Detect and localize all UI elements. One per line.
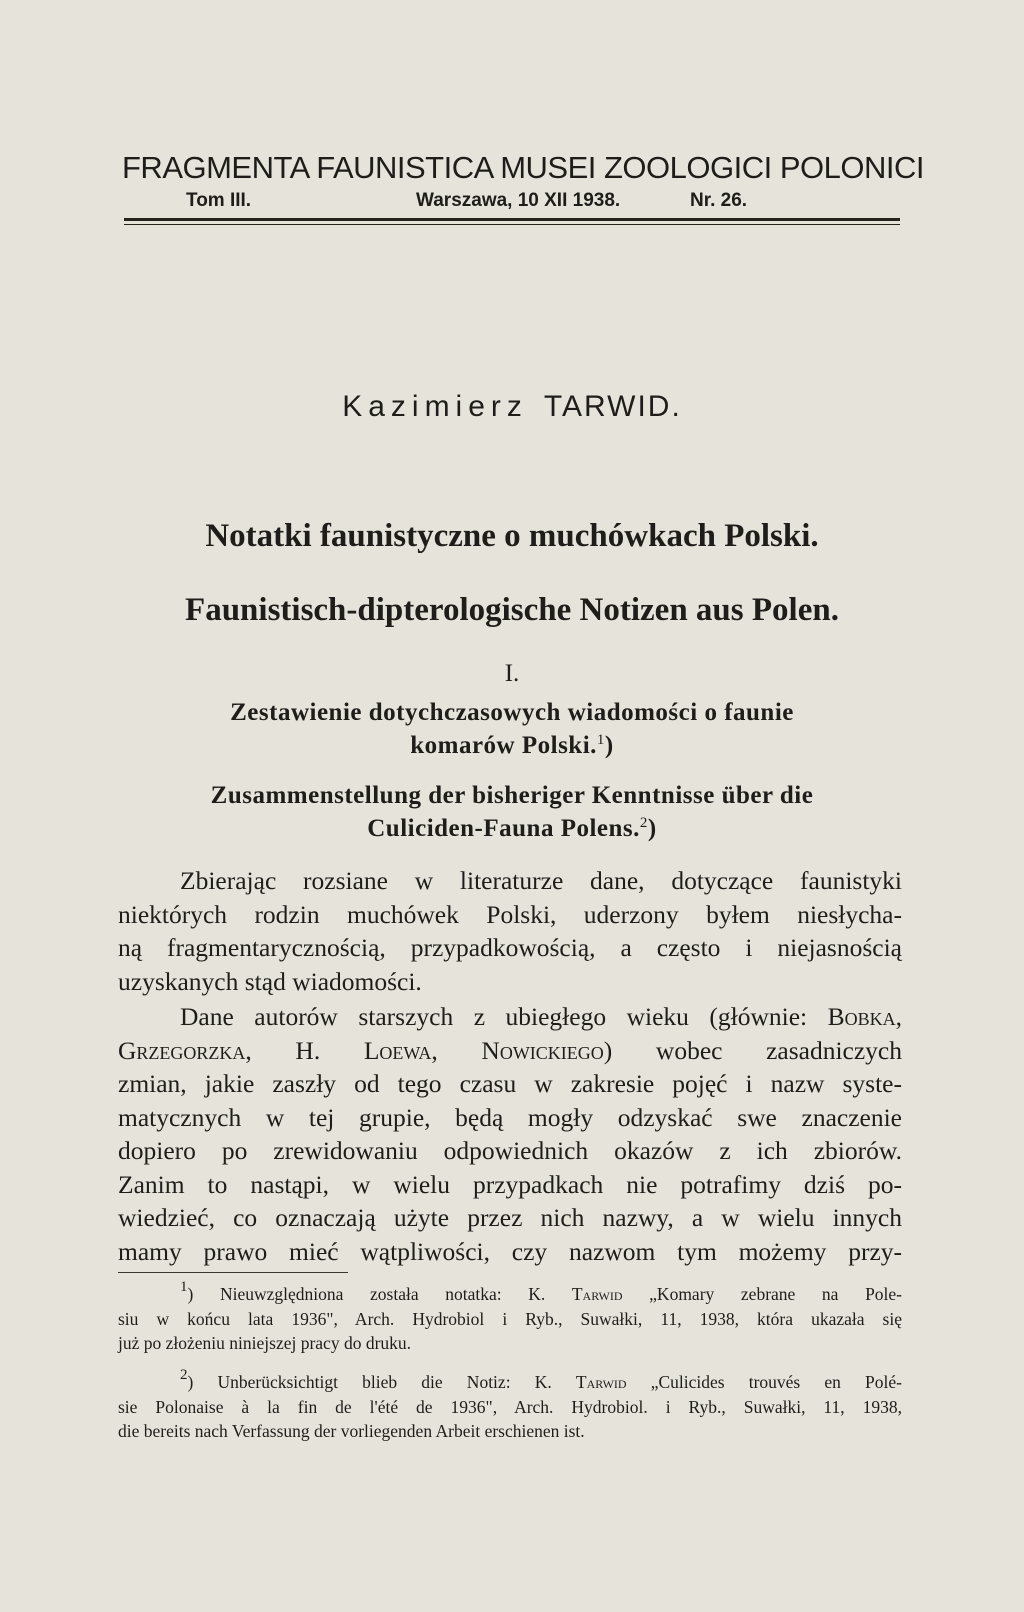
paragraph-line: niektórych rodzin muchówek Polski, uderzony byłem niesłycha- bbox=[118, 899, 902, 929]
subtitle-polish bbox=[150, 696, 874, 762]
footnote-line: sie Polonaise à la fin de l'été de 1936", Arch. Hydrobiol. i Ryb., Suwałki, 11, 1938, bbox=[118, 1396, 902, 1417]
paragraph-text: , bbox=[431, 1035, 482, 1065]
cited-author-bobek: Bobka bbox=[827, 1002, 896, 1031]
footnote-ref-1[interactable]: 1 bbox=[596, 732, 605, 748]
paragraph-1 bbox=[118, 864, 902, 998]
footnote-text: „Komary zebrane na Pole- bbox=[622, 1284, 903, 1304]
footnote-line: siu w końcu lata 1936", Arch. Hydrobiol i Ryb., Suwałki, 11, 1938, która ukazała się bbox=[118, 1308, 902, 1329]
subtitle-german-line2 bbox=[150, 812, 874, 845]
volume-label: Tom III. bbox=[186, 190, 252, 211]
paragraph-line: Zanim to nastąpi, w wielu przypadkach nie potrafimy dziś po- bbox=[118, 1169, 902, 1199]
title-polish: Notatki faunistyczne o muchówkach Polski. bbox=[205, 518, 819, 554]
part-number: I. bbox=[504, 660, 520, 687]
paragraph-2 bbox=[118, 1000, 902, 1268]
paragraph-line: ną fragmentarycznością, przypadkowością, a często i niejasnością bbox=[118, 933, 902, 962]
paragraph-line bbox=[118, 1034, 902, 1068]
paragraph-line: Zbierając rozsiane w literaturze dane, dotyczące faunistyki bbox=[180, 866, 902, 895]
footnote-line bbox=[118, 1367, 902, 1395]
subtitle-german-text: Culiciden-Fauna Polens. bbox=[367, 815, 640, 842]
footnote-1 bbox=[118, 1279, 903, 1356]
footnote-ref-2-paren: ) bbox=[647, 815, 657, 842]
title-german: Faunistisch-dipterologische Notizen aus Polen. bbox=[185, 592, 839, 628]
footnote-separator bbox=[118, 1272, 348, 1273]
footnote-line: die bereits nach Verfassung der vorliegenden Arbeit erschienen ist. bbox=[118, 1421, 585, 1441]
footnote-text: ) Nieuwzględniona została notatka: K. bbox=[187, 1284, 572, 1304]
footnote-2 bbox=[118, 1367, 902, 1444]
journal-title: FRAGMENTA FAUNISTICA MUSEI ZOOLOGICI POLONICI bbox=[122, 150, 924, 185]
footnote-1-marker: 1 bbox=[180, 1279, 188, 1295]
footnote-author: Tarwid bbox=[571, 1284, 623, 1304]
footnote-line: już po złożeniu niniejszej pracy do druku. bbox=[118, 1333, 412, 1353]
paragraph-line: dopiero po zrewidowaniu odpowiednich okazów z ich zbiorów. bbox=[118, 1136, 902, 1165]
footnote-ref-1-paren: ) bbox=[604, 732, 614, 759]
paragraph-text: Dane autorów starszych z ubiegłego wieku (głównie: bbox=[180, 1002, 828, 1031]
header-rule-thin bbox=[124, 224, 900, 225]
paragraph-text: ) wobec zasadniczych bbox=[603, 1035, 902, 1065]
footnote-2-marker: 2 bbox=[180, 1367, 188, 1383]
footnote-author: Tarwid bbox=[575, 1372, 627, 1392]
footnote-text: „Culicides trouvés en Polé- bbox=[626, 1372, 902, 1392]
issue-number: Nr. 26. bbox=[690, 190, 748, 211]
subtitle-german-line1: Zusammenstellung der bisheriger Kenntnisse über die bbox=[210, 782, 814, 809]
author-given-name: Kazimierz bbox=[342, 390, 528, 423]
paragraph-text: , bbox=[895, 1002, 902, 1031]
footnote-text: ) Unberücksichtigt blieb die Notiz: K. bbox=[187, 1372, 576, 1392]
footnote-line bbox=[118, 1279, 903, 1307]
author-surname: TARWID. bbox=[543, 390, 682, 423]
cited-author-loew: Loewa bbox=[363, 1035, 432, 1065]
subtitle-polish-text: komarów Polski. bbox=[410, 732, 597, 759]
author bbox=[0, 390, 1024, 424]
subtitle-polish-line2 bbox=[150, 729, 874, 762]
footnote-ref-2[interactable]: 2 bbox=[639, 815, 648, 831]
cited-author-nowicki: Nowickiego bbox=[481, 1035, 604, 1065]
paragraph-line: uzyskanych stąd wiadomości. bbox=[118, 966, 422, 996]
paragraph-line: wiedzieć, co oznaczają użyte przez nich nazwy, a w wielu innych bbox=[118, 1203, 902, 1232]
paragraph-line: zmian, jakie zaszły od tego czasu w zakresie pojęć i nazw syste- bbox=[118, 1069, 902, 1098]
paragraph-line: matycznych w tej grupie, będą mogły odzyskać swe znaczenie bbox=[118, 1102, 902, 1132]
subtitle-german bbox=[150, 779, 874, 845]
paragraph-line: mamy prawo mieć wątpliwości, czy nazwom tym możemy przy- bbox=[118, 1236, 902, 1266]
header-rule-thick bbox=[124, 218, 900, 221]
paragraph-line bbox=[118, 1000, 902, 1034]
cited-author-grzegorzek: Grzegorzka bbox=[118, 1035, 246, 1065]
subtitle-polish-line1: Zestawienie dotychczasowych wiadomości o faunie bbox=[230, 699, 794, 726]
place-date: Warszawa, 10 XII 1938. bbox=[416, 190, 621, 211]
paragraph-text: , H. bbox=[245, 1035, 364, 1065]
